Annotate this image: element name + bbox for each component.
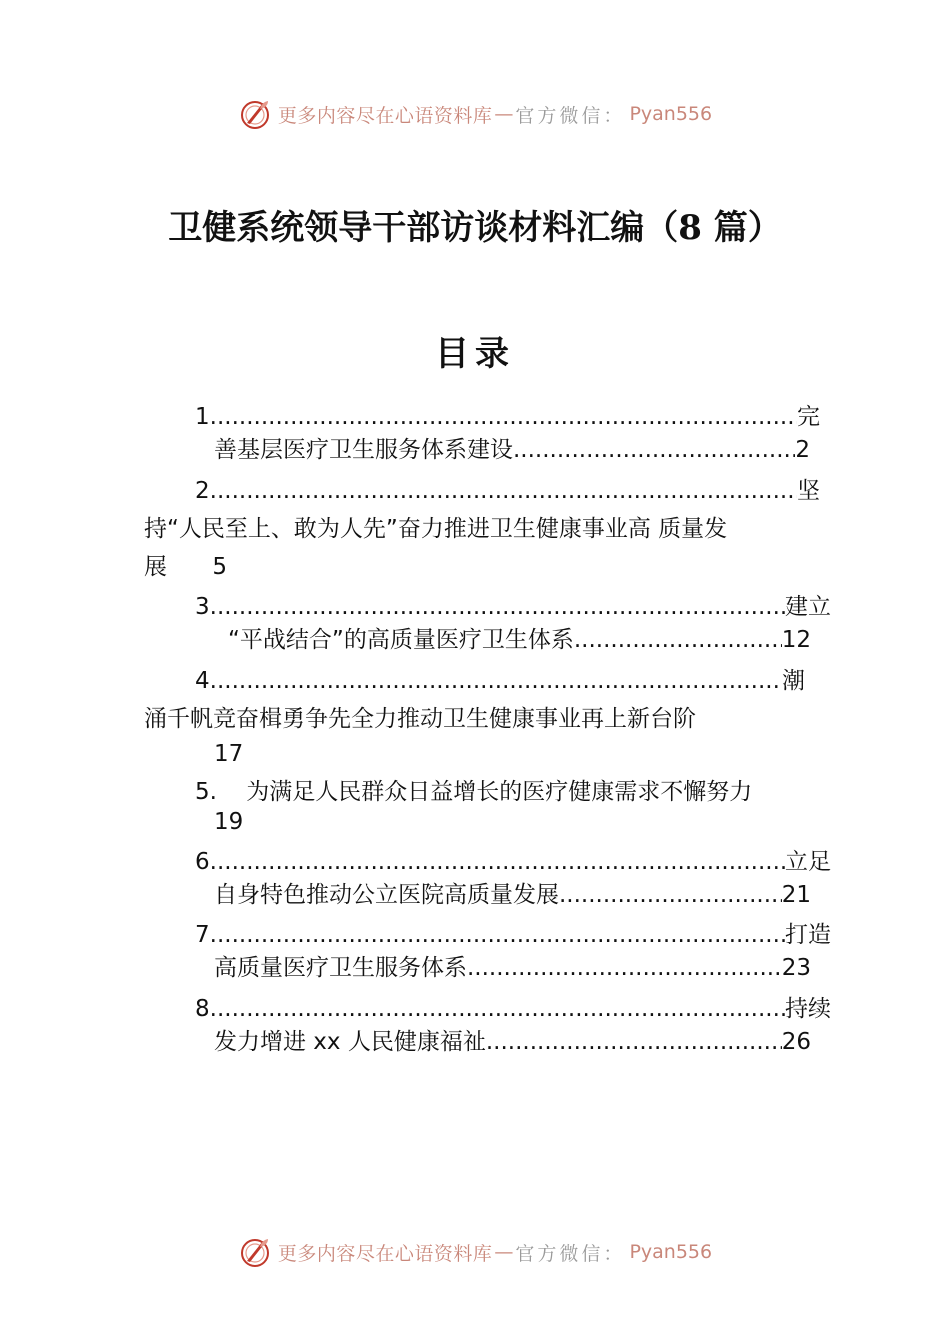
toc-entry-title: 善基层医疗卫生服务体系建设: [214, 437, 513, 463]
toc-entry-title: 自身特色推动公立医院高质量发展: [214, 882, 559, 908]
toc-leader-dots: [217, 402, 797, 432]
toc-entry-title-start: 打造: [785, 922, 831, 948]
toc-leader-dots: [217, 920, 785, 950]
toc-entry-title-start: 坚: [797, 478, 820, 504]
toc-entry-number: 6.: [195, 849, 217, 875]
toc-entry-number: 8.: [195, 996, 217, 1022]
toc-entry-page: 21: [781, 882, 811, 908]
watermark-separator: —: [494, 103, 514, 125]
toc-entry-2-line1[interactable]: [195, 476, 820, 506]
toc-entry-6-line2[interactable]: [214, 880, 811, 910]
toc-leader-dots: [217, 994, 785, 1024]
toc-entry-6-line1[interactable]: [195, 847, 831, 877]
toc-leader-dots: [574, 625, 782, 655]
toc-entry-7-line1[interactable]: [195, 920, 831, 950]
toc-leader-dots: [486, 1027, 782, 1057]
toc-entry-title-start: 潮: [782, 668, 805, 694]
footer-watermark: [0, 1232, 950, 1272]
toc-entry-1-line2[interactable]: [214, 435, 810, 465]
toc-leader-dots: [217, 847, 785, 877]
toc-entry-title-start: 持续: [785, 996, 831, 1022]
toc-entry-5-line1[interactable]: [195, 777, 752, 807]
toc-entry-title-start: 立足: [785, 849, 831, 875]
toc-entry-7-line2[interactable]: [214, 953, 811, 983]
toc-entry-5-page[interactable]: 19: [214, 809, 244, 835]
toc-entry-4-line1[interactable]: [195, 666, 805, 696]
quill-seal-logo-icon: [238, 97, 272, 131]
toc-entry-3-line1[interactable]: [195, 592, 831, 622]
toc-entry-title: 为满足人民群众日益增长的医疗健康需求不懈努力: [246, 779, 753, 805]
toc-entry-page: 2: [795, 437, 810, 463]
toc-entry-title: 高质量医疗卫生服务体系: [214, 955, 467, 981]
toc-entry-page: 5: [212, 554, 227, 580]
toc-entry-number: 2.: [195, 478, 217, 504]
toc-entry-title: 发力增进 xx 人民健康福祉: [214, 1029, 486, 1055]
toc-leader-dots: [217, 666, 782, 696]
toc-leader-dots: [559, 880, 782, 910]
toc-entry-page: 23: [781, 955, 811, 981]
toc-leader-dots: [217, 476, 797, 506]
document-title: 卫健系统领导干部访谈材料汇编（8 篇）: [168, 208, 782, 248]
toc-heading: 目录: [435, 334, 515, 374]
toc-leader-dots: [467, 953, 782, 983]
toc-entry-1-line1[interactable]: [195, 402, 820, 432]
toc-entry-page: 26: [781, 1029, 811, 1055]
toc-entry-8-line1[interactable]: [195, 994, 831, 1024]
toc-entry-4-line2[interactable]: 涌千帆竞奋楫勇争先全力推动卫生健康事业再上新台阶: [144, 706, 696, 732]
toc-leader-dots: [513, 435, 795, 465]
watermark-wechat-id: Pyan556: [629, 103, 713, 125]
toc-entry-3-line2[interactable]: [228, 625, 811, 655]
toc-entry-title: “平战结合”的高质量医疗卫生体系: [228, 627, 574, 653]
watermark-text: 更多内容尽在心语资料库: [277, 104, 493, 127]
toc-leader-dots: [217, 592, 785, 622]
toc-entry-title-start: 完: [797, 404, 820, 430]
watermark-wechat-label: 官方微信：: [515, 1242, 626, 1265]
watermark-wechat-id: Pyan556: [629, 1241, 713, 1263]
toc-entry-number: 7.: [195, 922, 217, 948]
toc-entry-number: 5.: [195, 779, 217, 805]
toc-entry-4-page[interactable]: 17: [214, 741, 244, 767]
toc-entry-number: 3.: [195, 594, 217, 620]
watermark-text: 更多内容尽在心语资料库: [277, 1242, 493, 1265]
toc-entry-title-end: 展: [144, 554, 167, 580]
toc-entry-2-line3[interactable]: [144, 552, 227, 582]
header-watermark: [0, 94, 950, 134]
quill-seal-logo-icon: [238, 1235, 272, 1269]
watermark-separator: —: [494, 1241, 514, 1263]
toc-entry-title-start: 建立: [785, 594, 831, 620]
toc-entry-number: 1.: [195, 404, 217, 430]
watermark-wechat-label: 官方微信：: [515, 104, 626, 127]
toc-entry-page: 12: [781, 627, 811, 653]
toc-entry-number: 4.: [195, 668, 217, 694]
toc-entry-8-line2[interactable]: [214, 1027, 811, 1057]
toc-entry-2-line2[interactable]: 持“人民至上、敢为人先”奋力推进卫生健康事业高 质量发: [144, 516, 728, 542]
